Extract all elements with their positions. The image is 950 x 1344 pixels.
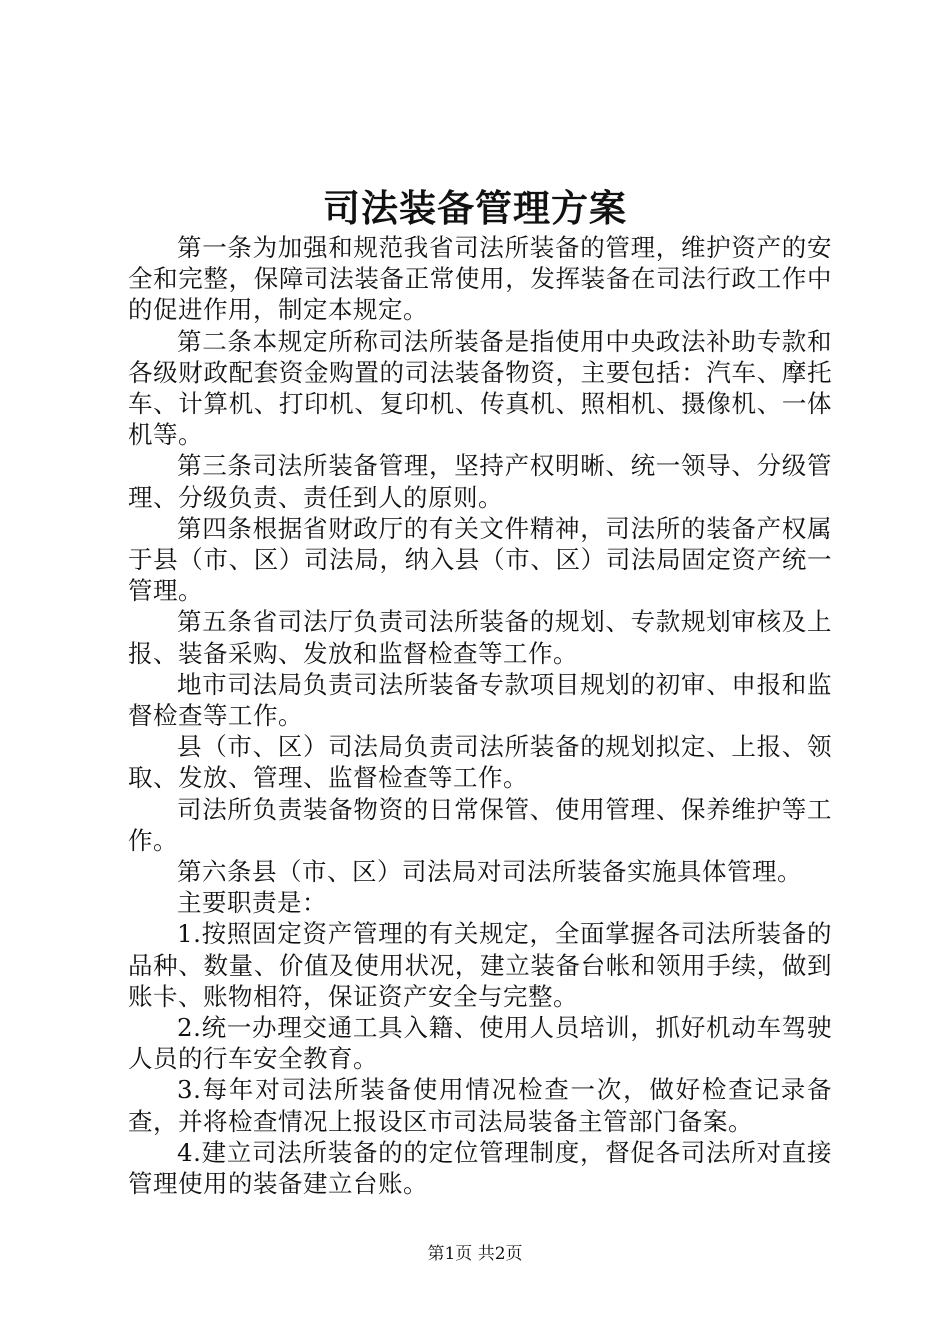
paragraph-3: 第三条司法所装备管理，坚持产权明晰、统一领导、分级管理、分级负责、责任到人的原则。 xyxy=(128,451,832,512)
paragraph-1: 第一条为加强和规范我省司法所装备的管理，维护资产的安全和完整，保障司法装备正常使用，发挥装备在司法行政工作中的促进作用，制定本规定。 xyxy=(128,233,832,325)
document-title: 司法装备管理方案 xyxy=(323,186,627,230)
paragraph-8: 司法所负责装备物资的日常保管、使用管理、保养维护等工作。 xyxy=(128,794,832,855)
document-body xyxy=(128,232,832,1199)
paragraph-11: 1.按照固定资产管理的有关规定，全面掌握各司法所装备的品种、数量、价值及使用状况，建立装备台帐和领用手续，做到账卡、账物相符，保证资产安全与完整。 xyxy=(128,919,832,1011)
paragraph-10: 主要职责是： xyxy=(177,888,327,918)
paragraph-4: 第四条根据省财政厅的有关文件精神，司法所的装备产权属于县（市、区）司法局，纳入县（市、区）司法局固定资产统一管理。 xyxy=(128,513,832,606)
page-footer: 第1页 共2页 xyxy=(427,1244,523,1264)
paragraph-2: 第二条本规定所称司法所装备是指使用中央政法补助专款和各级财政配套资金购置的司法装备物资，主要包括：汽车、摩托车、计算机、打印机、复印机、传真机、照相机、摄像机、一体机等。 xyxy=(128,326,832,450)
paragraph-6: 地市司法局负责司法所装备专款项目规划的初审、申报和监督检查等工作。 xyxy=(128,669,832,731)
paragraph-13: 3.每年对司法所装备使用情况检查一次，做好检查记录备查，并将检查情况上报设区市司法局装备主管部门备案。 xyxy=(128,1075,832,1136)
paragraph-14: 4.建立司法所装备的的定位管理制度，督促各司法所对直接管理使用的装备建立台账。 xyxy=(128,1137,832,1199)
paragraph-12: 2.统一办理交通工具入籍、使用人员培训，抓好机动车驾驶人员的行车安全教育。 xyxy=(128,1013,832,1074)
paragraph-5: 第五条省司法厅负责司法所装备的规划、专款规划审核及上报、装备采购、发放和监督检查等工作。 xyxy=(128,607,832,668)
paragraph-9: 第六条县（市、区）司法局对司法所装备实施具体管理。 xyxy=(177,857,802,887)
paragraph-7: 县（市、区）司法局负责司法所装备的规划拟定、上报、领取、发放、管理、监督检查等工作。 xyxy=(128,732,832,793)
